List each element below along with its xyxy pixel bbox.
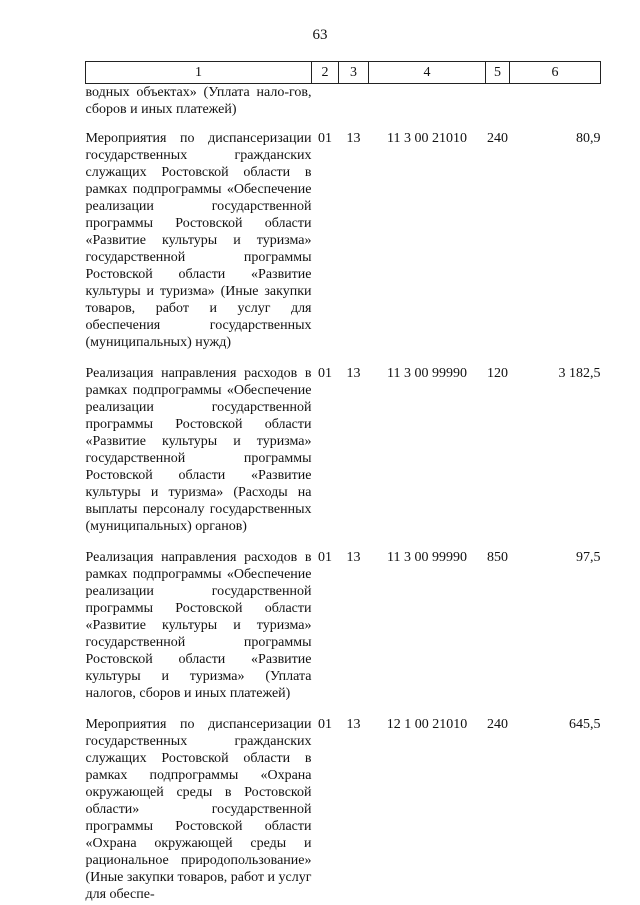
row-subsection: 13 <box>346 131 361 146</box>
page-number: 63 <box>312 27 328 43</box>
row-description: Реализация направления расходов в рамках подпрограммы «Обеспечение реализации государственной программы Ростовской области «Развитие культуры и туризма» государственной программы Ростовской области «Развитие культуры и туризма» (Расходы на выплаты персоналу государственных (муниципальных) органов) <box>85 366 312 534</box>
row-kind: 120 <box>487 366 508 381</box>
column-header: 6 <box>510 62 601 84</box>
row-section: 01 <box>318 550 332 565</box>
column-header: 3 <box>339 62 369 84</box>
row-section: 01 <box>318 131 332 146</box>
row-kind: 850 <box>487 550 508 565</box>
table-row <box>86 353 601 537</box>
table-row <box>86 537 601 704</box>
budget-table <box>85 61 601 905</box>
column-header: 5 <box>486 62 510 84</box>
row-amount: 97,5 <box>576 550 601 565</box>
row-target: 11 3 00 21010 <box>387 131 467 146</box>
row-target: 12 1 00 21010 <box>386 717 468 732</box>
row-amount: 3 182,5 <box>558 366 601 381</box>
row-description: Мероприятия по диспансеризации государственных гражданских служащих Ростовской области в рамках подпрограммы «Обеспечение реализации государственной программы Ростовской области «Развитие культуры и туризма» государственной программы Ростовской области «Развитие культуры и туризма» (Иные закупки товаров, работ и услуг для обеспечения государственных (муниципальных) нужд) <box>85 131 312 350</box>
table-row <box>86 84 601 119</box>
row-subsection: 13 <box>346 717 361 732</box>
row-target: 11 3 00 99990 <box>387 550 467 565</box>
table-row <box>86 118 601 353</box>
row-description: водных объектах» (Уплата нало-гов, сборов и иных платежей) <box>85 85 312 117</box>
table-header-row <box>86 62 601 84</box>
row-amount: 645,5 <box>569 717 601 732</box>
row-target: 11 3 00 99990 <box>387 366 467 381</box>
row-kind: 240 <box>487 131 508 146</box>
row-description: Мероприятия по диспансеризации государственных гражданских служащих Ростовской области в рамках подпрограммы «Охрана окружающей среды в Ростовской области» государственной программы Ростовской области «Охрана окружающей среды и рациональное природопользование» (Иные закупки товаров, работ и услуг для обеспе- <box>85 717 312 902</box>
table-row <box>86 704 601 905</box>
row-section: 01 <box>318 366 332 381</box>
column-header: 4 <box>369 62 486 84</box>
row-kind: 240 <box>487 717 508 732</box>
row-description: Реализация направления расходов в рамках подпрограммы «Обеспечение реализации государственной программы Ростовской области «Развитие культуры и туризма» государственной программы Ростовской области «Развитие культуры и туризма» (Уплата налогов, сборов и иных платежей) <box>85 550 312 701</box>
row-amount: 80,9 <box>576 131 601 146</box>
row-subsection: 13 <box>346 366 361 381</box>
row-section: 01 <box>318 717 332 732</box>
row-subsection: 13 <box>346 550 361 565</box>
column-header: 1 <box>86 62 312 84</box>
column-header: 2 <box>312 62 339 84</box>
